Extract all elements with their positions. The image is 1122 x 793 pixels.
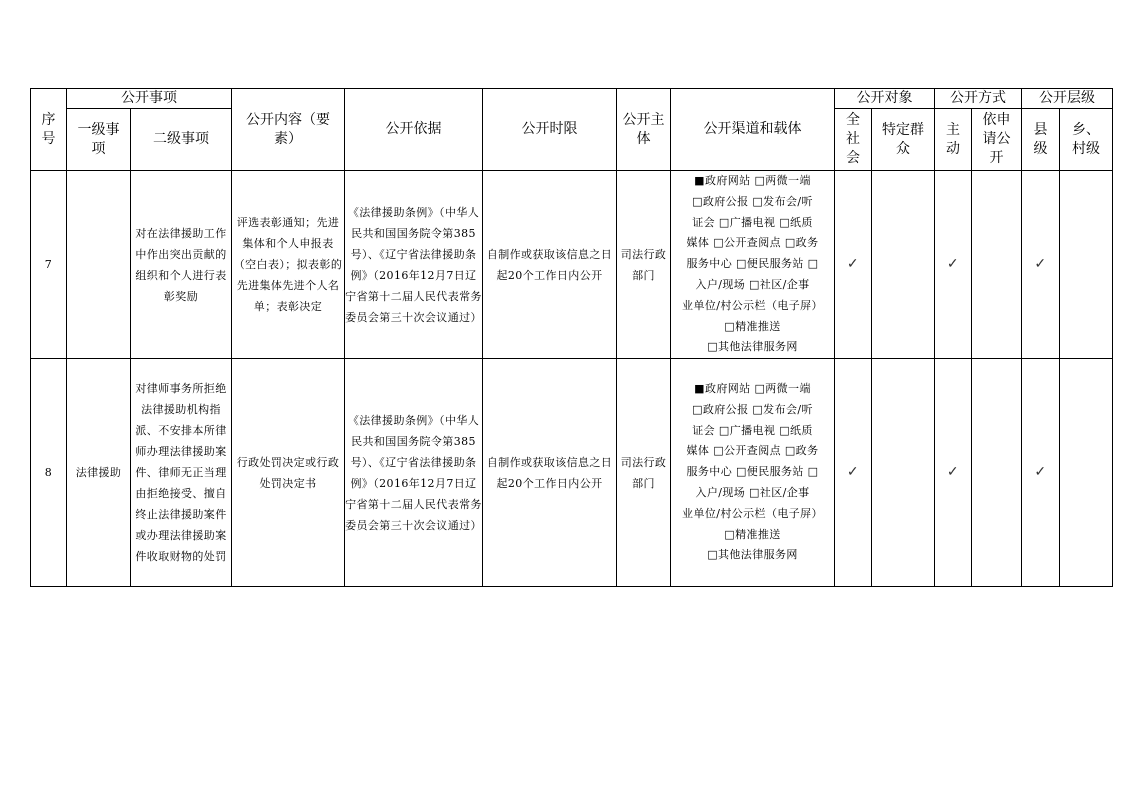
header-target: 公开对象	[835, 89, 935, 109]
row-level1: 法律援助	[67, 359, 131, 587]
channel-line: 业单位/村公示栏（电子屏）	[682, 298, 823, 312]
header-level-county	[1022, 109, 1060, 171]
header-subject-label: 公开主 体	[622, 111, 665, 147]
disclosure-table	[30, 88, 1113, 587]
row-seq: 8	[31, 359, 67, 587]
channel-line: 媒体 □公开查阅点 □政务	[686, 236, 819, 250]
row-time-limit: 自制作或获取该信息之日起20个工作日内公开	[483, 359, 617, 587]
header-target-all	[835, 109, 872, 171]
channel-line: 入户/现场 □社区/企事	[695, 277, 810, 291]
check-mark-method-apply	[972, 359, 1022, 587]
row-basis: 《法律援助条例》（中华人民共和国国务院令第385号）、《辽宁省法律援助条例》（2016年12月7日辽宁省第十二届人民代表常务委员会第三十次会议通过）	[345, 171, 483, 359]
channel-line: 证会 □广播电视 □纸质	[692, 215, 813, 229]
check-mark-target-specific	[872, 171, 935, 359]
channel-line: 入户/现场 □社区/企事	[695, 486, 810, 500]
channel-line: 业单位/村公示栏（电子屏）	[682, 506, 823, 520]
header-method-apply-label: 依申 请公 开	[982, 112, 1011, 166]
channel-line: □精准推送	[724, 319, 781, 333]
row-content: 评选表彰通知；先进集体和个人申报表（空白表）；拟表彰的先进集体先进个人名单；表彰决定	[232, 171, 345, 359]
header-content-label: 公开内容（要 素）	[246, 111, 330, 147]
channel-line: 媒体 □公开查阅点 □政务	[686, 444, 819, 458]
header-level1-label: 一级事 项	[77, 121, 120, 157]
header-basis: 公开依据	[345, 89, 483, 171]
header-seq	[31, 89, 67, 171]
channel-line: 证会 □广播电视 □纸质	[692, 423, 813, 437]
header-level-township-label: 乡、 村级	[1072, 121, 1100, 157]
header-target-specific	[872, 109, 935, 171]
row-basis: 《法律援助条例》（中华人民共和国国务院令第385号）、《辽宁省法律援助条例》（2016年12月7日辽宁省第十二届人民代表常务委员会第三十次会议通过）	[345, 359, 483, 587]
row-time-limit: 自制作或获取该信息之日起20个工作日内公开	[483, 171, 617, 359]
header-time-limit: 公开时限	[483, 89, 617, 171]
check-mark-target-specific	[872, 359, 935, 587]
channel-line: 服务中心 □便民服务站 □	[686, 257, 819, 271]
row-level2: 对在法律援助工作中作出突出贡献的组织和个人进行表彰奖励	[131, 171, 232, 359]
row-subject: 司法行政部门	[617, 171, 671, 359]
check-mark-level-county: ✓	[1022, 359, 1060, 587]
header-level2: 二级事项	[131, 109, 232, 171]
header-channels: 公开渠道和载体	[671, 89, 835, 171]
channel-line: □其他法律服务网	[707, 340, 798, 354]
header-level-county-label: 县 级	[1033, 121, 1048, 157]
check-mark-target-all: ✓	[835, 171, 872, 359]
header-target-specific-label: 特定群 众	[882, 121, 924, 157]
header-seq-label: 序 号	[41, 111, 56, 147]
row-level2: 对律师事务所拒绝法律援助机构指派、不安排本所律师办理法律援助案件、律师无正当理由拒绝接受、擅自终止法律援助案件或办理法律援助案件收取财物的处罚	[131, 359, 232, 587]
header-matter: 公开事项	[67, 89, 232, 109]
check-mark-level-county: ✓	[1022, 171, 1060, 359]
header-target-all-label: 全 社 会	[846, 112, 860, 166]
header-level-township	[1060, 109, 1113, 171]
check-mark-method-apply	[972, 171, 1022, 359]
row-subject: 司法行政部门	[617, 359, 671, 587]
check-mark-method-active: ✓	[935, 359, 972, 587]
row-channels	[671, 359, 835, 587]
row-seq: 7	[31, 171, 67, 359]
channel-line: □其他法律服务网	[707, 548, 798, 562]
channel-line: ■政府网站 □两微一端	[694, 174, 811, 187]
row-content: 行政处罚决定或行政处罚决定书	[232, 359, 345, 587]
header-level: 公开层级	[1022, 89, 1113, 109]
table-row	[31, 171, 1113, 359]
header-method-active-label: 主 动	[946, 121, 960, 157]
header-method-active	[935, 109, 972, 171]
channel-line: □政府公报 □发布会/听	[692, 402, 813, 416]
header-content	[232, 89, 345, 171]
header-method-apply	[972, 109, 1022, 171]
check-mark-method-active: ✓	[935, 171, 972, 359]
row-level1	[67, 171, 131, 359]
header-level1	[67, 109, 131, 171]
header-method: 公开方式	[935, 89, 1022, 109]
channel-line: ■政府网站 □两微一端	[694, 382, 811, 396]
header-subject	[617, 89, 671, 171]
row-channels	[671, 171, 835, 359]
channel-line: □精准推送	[724, 527, 781, 541]
channel-line: □政府公报 □发布会/听	[692, 194, 813, 208]
table-row	[31, 359, 1113, 587]
check-mark-target-all: ✓	[835, 359, 872, 587]
header-row-top	[31, 89, 1113, 109]
check-mark-level-township	[1060, 359, 1113, 587]
channel-line: 服务中心 □便民服务站 □	[686, 465, 819, 479]
check-mark-level-township	[1060, 171, 1113, 359]
